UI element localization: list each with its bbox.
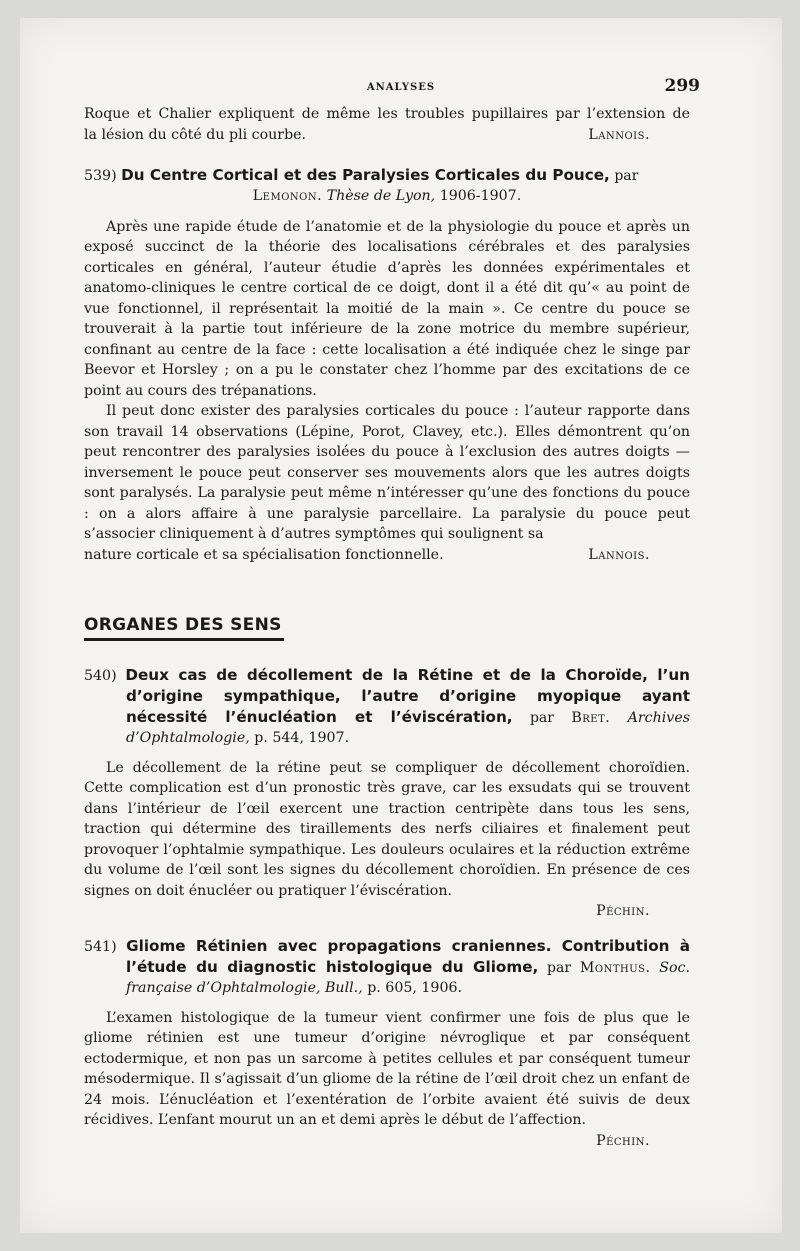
article-541-title-text: Gliome Rétinien avec propagations craniennes. Contribution à l’étude du diagnostic histologique du Gliome,	[126, 936, 691, 976]
page-number: 299	[664, 76, 700, 96]
continuation-line-1: Roque et Chalier expliquent de même les troubles pupillaires par l’extension de	[84, 106, 690, 122]
article-540-title-text: Deux cas de décollement de la Rétine et de la Choroïde, l’un d’origine sympathique, l’autre d’origine myopique ayant nécessité l’énucléation et l’éviscération,	[125, 665, 690, 726]
article-539-by: par	[614, 168, 639, 184]
article-541-number: 541)	[84, 938, 117, 955]
article-540-signature: Péchin.	[596, 903, 650, 919]
continuation-text: la lésion du côté du pli courbe.	[84, 126, 307, 143]
article-539-number: 539)	[84, 168, 117, 184]
page	[20, 18, 782, 1233]
article-539-source: Thèse de Lyon,	[326, 188, 436, 204]
article-541-pages: p. 605, 1906.	[367, 979, 463, 996]
page-header	[20, 76, 782, 100]
article-541-title	[84, 936, 690, 998]
article-539-title	[84, 165, 690, 186]
article-541-by: par	[547, 959, 572, 976]
article-539-paragraph-2: Il peut donc exister des paralysies corticales du pouce : l’auteur rapporte dans son travail 14 observations (Lépine, Porot, Clavey, etc.). Elles démontrent qu’on peut rencontrer des paralysies isolées du pouce à l’exclusion des autres doigts — inversement le pouce peut conserver ses mouvements alors que les autres doigts sont paralysés. La paralysie peut même n’intéresser qu’une des fonctions du pouce : on a alors affaire à une paralysie parcellaire. La paralysie du pouce peut s’associer cliniquement à d’autres symptômes qui soulignent sa	[84, 403, 690, 542]
running-title: ANALYSES	[366, 82, 436, 93]
article-539-last-line	[84, 545, 690, 566]
page-body	[84, 104, 690, 1151]
article-541-source: Soc. française d’Ophtalmologie, Bull.,	[126, 959, 690, 996]
article-539-reference	[84, 186, 690, 207]
continuation-signature: Lannois.	[588, 126, 650, 143]
article-540-body: Le décollement de la rétine peut se compliquer de décollement choroïdien. Cette complication est d’un pronostic très grave, car les exsudats qui se trouvent dans l’intérieur de l’œil exercent une traction centripète dans tous les sens, traction qui détermine des tiraillements des nerfs ciliaires et finalement peut provoquer l’ophtalmie sympathique. Les douleurs oculaires et la réduction extrême du volume de l’œil sont les signes du décollement choroïdien. En présence de ces signes on doit énucléer ou pratiquer l’éviscération.	[84, 759, 690, 899]
continuation-line-2	[84, 125, 690, 146]
article-540-number: 540)	[84, 667, 117, 684]
article-539-paragraph-1: Après une rapide étude de l’anatomie et de la physiologie du pouce et après un exposé succinct de la théorie des localisations cérébrales et des paralysies corticales en général, l’auteur étudie d’après les données expérimentales et anatomo-cliniques le centre cortical de ce doigt, dont il a été dit qu’« au point de vue fonctionnel, il représentait la moitié de la main ». Ce centre du pouce se trouverait à la partie tout inférieure de la zone motrice du membre supérieur, confinant au centre de la face : cette localisation a été indiquée chez le singe par Beevor et Horsley ; on a pu le constater chez l’homme par des excitations de ce point au cours des trépanations.	[84, 218, 690, 399]
article-540-title	[84, 665, 690, 748]
article-540-source: Archives d’Ophtalmologie,	[126, 709, 690, 746]
article-541-body: L’examen histologique de la tumeur vient confirmer une fois de plus que le gliome rétinien est une tumeur d’origine névroglique et par conséquent ectodermique, et non pas un sarcome à petites cellules et par conséquent tumeur mésodermique. Il s’agissait d’un gliome de la rétine de l’œil droit chez un enfant de 24 mois. L’énucléation et l’exentération de l’orbite avaient été suivis de deux récidives. L’enfant mourut un an et demi après le début de l’affection.	[84, 1009, 690, 1128]
article-540-pages: p. 544, 1907.	[254, 729, 350, 746]
article-541-author: Monthus.	[579, 959, 651, 976]
article-539-title-text: Du Centre Cortical et des Paralysies Corticales du Pouce,	[121, 166, 610, 184]
article-541-signature: Péchin.	[596, 1132, 650, 1149]
article-539-signature: Lannois.	[588, 546, 650, 563]
article-539-year: 1906-1907.	[439, 188, 522, 204]
section-heading: ORGANES DES SENS	[84, 615, 284, 641]
article-539-author: Lemonon.	[252, 188, 323, 204]
article-540-author: Bret.	[571, 709, 611, 726]
article-539-last-text: nature corticale et sa spécialisation fonctionnelle.	[84, 546, 444, 563]
article-540-by: par	[529, 709, 554, 726]
